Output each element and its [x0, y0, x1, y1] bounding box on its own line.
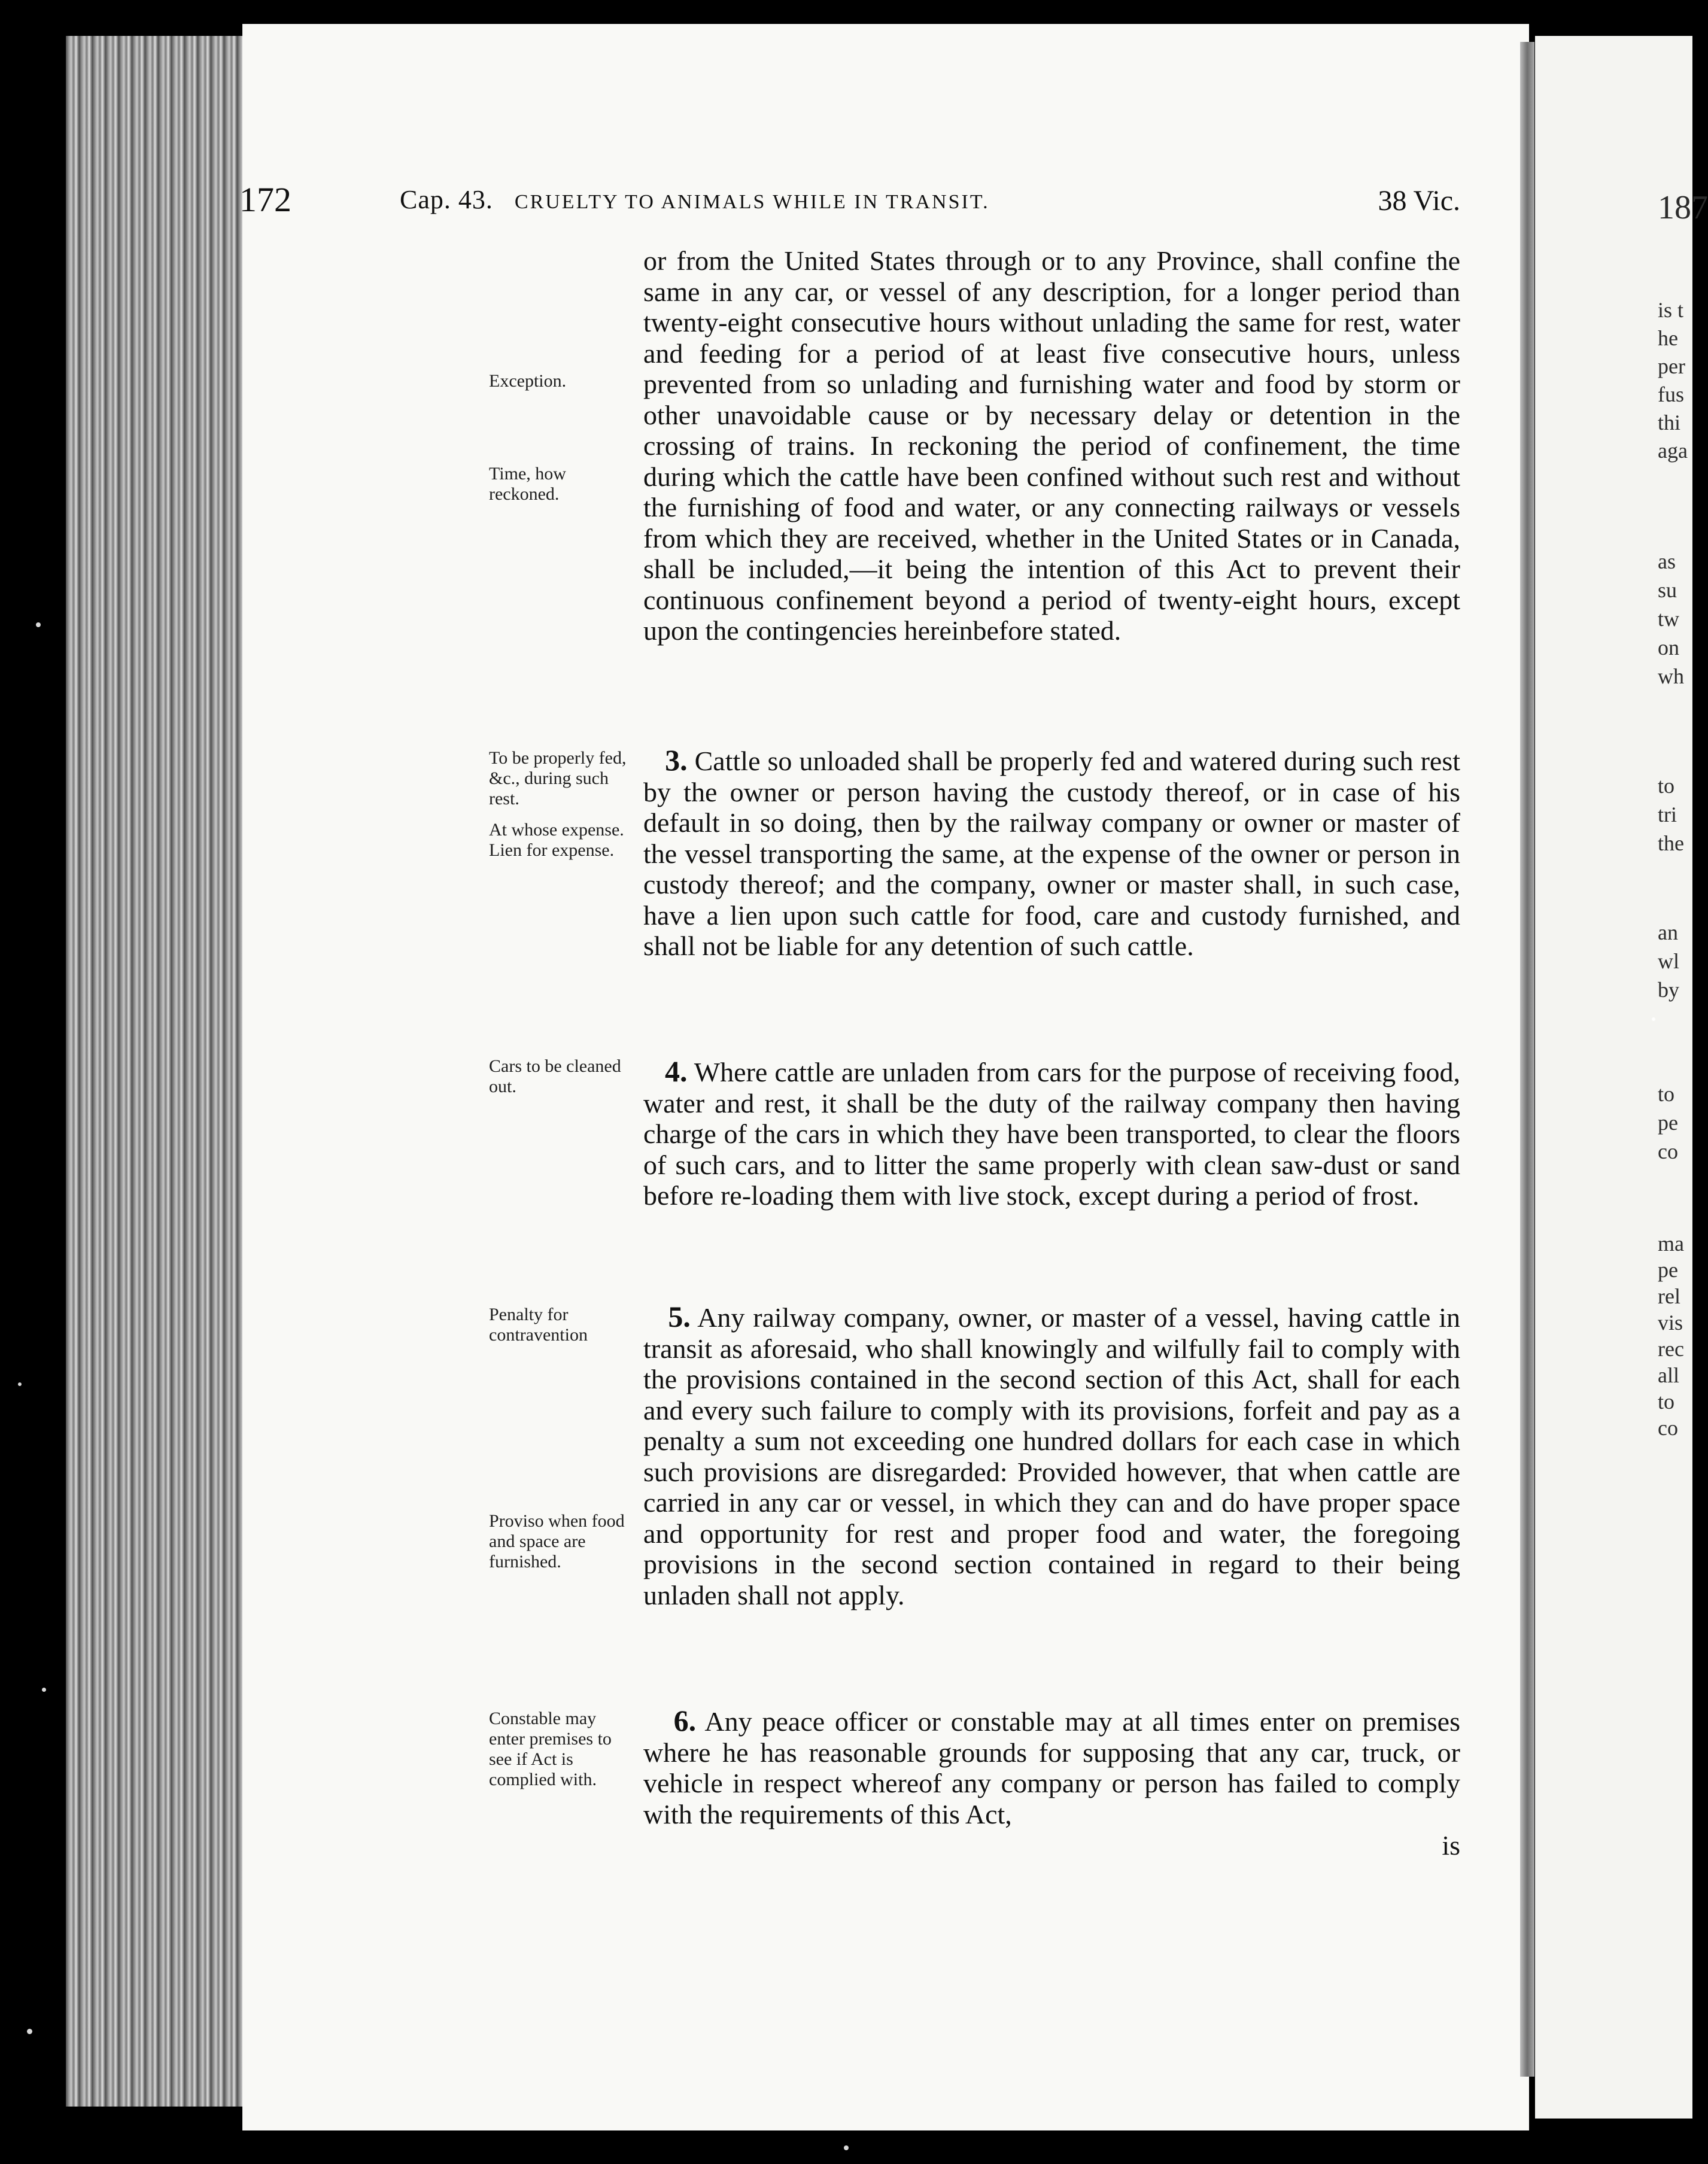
section-5: 5. Any railway company, owner, or master of a vessel, having cattle in transit as aforesaid, who shall knowingly and wilfully fail to comply with the provisions contained in the second section of this Act, shall for each and every such failure to comply with its provisions, forfeit and pay as a penalty a sum not exceeding one hundred dollars for each case in which such provisions are disregarded: Provided however, that when cattle are carried in any car or vessel, in which they can and do have proper space and opportunity for rest and proper food and water, the foregoing provisions in the second section contained in regard to their being unladen shall not apply. — [643, 1300, 1461, 1610]
facing-page-fragment: thi — [1658, 411, 1681, 434]
facing-page-fragment: wh — [1658, 664, 1684, 688]
section-number: 5 — [668, 1300, 683, 1333]
scan-speck — [36, 622, 41, 627]
scan-speck — [42, 1688, 46, 1692]
facing-page-fragment: the — [1658, 831, 1684, 855]
facing-page-fragment: co — [1658, 1139, 1678, 1163]
section-3: 3. Cattle so unloaded shall be properly fed and watered during such rest by the owner or person having the custody thereof, or in case of his default in so doing, then by the railway company or owner or master of the vessel transporting the same, at the expense of the owner or person in custody thereof; and the company, owner or master shall, in such case, have a lien upon such cattle for food, care and custody furnished, and shall not be liable for any detention of such cattle. — [643, 743, 1461, 961]
section-4: 4. Where cattle are unladen from cars for the purpose of receiving food, water and rest, it shall be the duty of the railway company then having charge of the cars in which they have been transported, to clear the floors of such cars, and to litter the same properly with clean saw-dust or sand before re-loading them with live stock, except during a period of frost. — [643, 1054, 1461, 1211]
section-text: Cattle so unloaded shall be properly fed and watered during such rest by the owner or person having the custody thereof, or in case of his default in so doing, then by the railway company or owner or master of the vessel transporting the same, at the expense of the owner or person in custody thereof; and the company, owner or master shall, in such case, have a lien upon such cattle for food, care and custody furnished, and shall not be liable for any detention of such cattle. — [643, 746, 1461, 961]
facing-page-header: 187 — [1658, 189, 1708, 226]
facing-page-fragment: tw — [1658, 607, 1679, 631]
act-title: CRUELTY TO ANIMALS WHILE IN TRANSIT. — [514, 191, 990, 213]
margin-note-penalty: Penalty for contravention — [489, 1305, 588, 1345]
facing-page-fragment: wl — [1658, 949, 1679, 973]
facing-page-fragment: is t — [1658, 298, 1684, 322]
facing-page-fragment: fus — [1658, 382, 1684, 406]
running-title — [400, 184, 990, 215]
facing-page-fragment: per — [1658, 354, 1685, 378]
page-number: 172 — [239, 180, 291, 219]
facing-page-fragment: to — [1658, 1082, 1675, 1106]
book-spine — [1520, 42, 1534, 2077]
facing-page-fragment: pe — [1658, 1111, 1678, 1135]
facing-page-fragment: ma — [1658, 1232, 1684, 1256]
catchword: is — [1442, 1829, 1460, 1861]
scan-speck — [1652, 1017, 1655, 1021]
margin-note-exception: Exception. — [489, 371, 567, 391]
book-page-edges — [66, 36, 245, 2107]
facing-page-fragment: by — [1658, 978, 1679, 1002]
facing-page-fragment: pe — [1658, 1258, 1678, 1282]
facing-page-fragment: co — [1658, 1416, 1678, 1440]
facing-page-fragment: all — [1658, 1363, 1679, 1387]
margin-note-proviso: Proviso when food and space are furnished. — [489, 1511, 625, 1572]
facing-page-fragment: rec — [1658, 1337, 1684, 1361]
section-text: Any peace officer or constable may at all times enter on premises where he has reasonable grounds for supposing that any car, truck, or vehicle in respect whereof any company or person has failed to comply with the requirements of this Act, — [643, 1706, 1460, 1829]
facing-page-fragment: rel — [1658, 1284, 1680, 1308]
section-text: Where cattle are unladen from cars for the purpose of receiving food, water and rest, it shall be the duty of the railway company then having charge of the cars in which they have been transported, to clear the floors of such cars, and to litter the same properly with clean saw-dust or sand before re-loading them with live stock, except during a period of frost. — [643, 1057, 1461, 1211]
margin-note-time-reckoned: Time, how reckoned. — [489, 464, 566, 504]
regnal-year: 38 Vic. — [1378, 185, 1460, 217]
facing-page-fragment: to — [1658, 774, 1675, 798]
facing-page-fragment: aga — [1658, 439, 1688, 463]
scan-speck — [27, 2029, 32, 2034]
margin-note-fed-during-rest: To be properly fed, &c., during such rest. — [489, 748, 627, 809]
facing-page-fragment: vis — [1658, 1311, 1683, 1335]
margin-note-cars-cleaned: Cars to be cleaned out. — [489, 1056, 621, 1096]
facing-page-fragment: an — [1658, 920, 1678, 944]
facing-page-fragment: to — [1658, 1390, 1675, 1414]
margin-note-whose-expense: At whose expense. Lien for expense. — [489, 820, 624, 860]
section-6: 6. Any peace officer or constable may at all times enter on premises where he has reasonable grounds for supposing that any car, truck, or vehicle in respect whereof any company or person has failed to comply with the requirements of this Act, is — [643, 1704, 1460, 1861]
margin-note-constable: Constable may enter premises to see if Act is complied with. — [489, 1709, 612, 1789]
chapter-label: Cap. 43. — [400, 185, 493, 214]
section-number: 4 — [665, 1054, 680, 1088]
section-number: 6 — [673, 1704, 689, 1737]
facing-page-fragment: he — [1658, 326, 1678, 350]
facing-page-fragment: tri — [1658, 803, 1677, 826]
running-header — [239, 180, 1460, 227]
continuation-paragraph: or from the United States through or to any Province, shall confine the same in any car, or vessel of any description, for a longer period than twenty-eight consecutive hours without unlading the same for rest, water and feeding for a period of at least five consecutive hours, unless prevented from so unlading and furnishing water and food by storm or other unavoidable cause or by necessary delay or detention in the crossing of trains. In reckoning the period of confinement, the time during which the cattle have been confined without such rest and without the furnishing of food and water, or any connecting railways or vessels from which they are received, whether in the United States or in Canada, shall be included,—it being the intention of this Act to prevent their continuous confinement beyond a period of twenty-eight hours, except upon the contingencies hereinbefore stated. — [643, 245, 1460, 646]
facing-page-fragment: on — [1658, 636, 1679, 659]
section-number: 3 — [665, 743, 680, 777]
scan-speck — [844, 2145, 849, 2150]
scan-speck — [18, 1382, 22, 1386]
facing-page-fragment: su — [1658, 578, 1677, 602]
facing-page-fragment: as — [1658, 549, 1676, 573]
facing-page — [1535, 36, 1708, 2119]
section-text: Any railway company, owner, or master of a vessel, having cattle in transit as aforesaid, who shall knowingly and wilfully fail to comply with the provisions contained in the second section of this Act, shall for each and every such failure to comply with its provisions, forfeit and pay as a penalty a sum not exceeding one hundred dollars for each case in which such provisions are disregarded: Provided however, that when cattle are carried in any car or vessel, in which they can and do have proper space and opportunity for rest and proper food and water, the foregoing provisions in the second section contained in regard to their being unladen shall not apply. — [643, 1302, 1461, 1610]
